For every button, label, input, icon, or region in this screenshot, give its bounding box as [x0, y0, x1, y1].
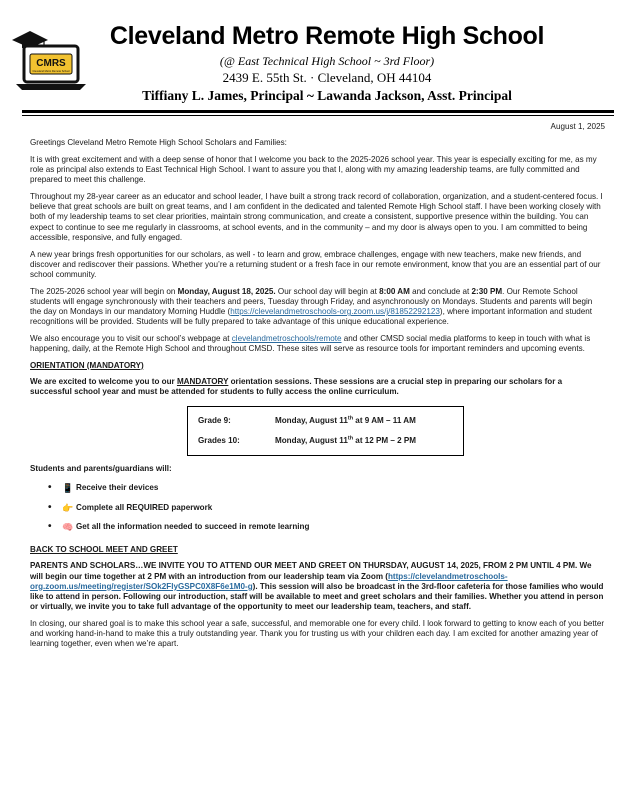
session-row	[198, 431, 453, 451]
webpage-text: and other CMSD social media platforms to keep in touch with what is happening, daily, at the Remote High School and throughout CMSD. These sites will serve as resource tools for important reminders and upcoming events.	[30, 333, 591, 354]
closing-paragraph: In closing, our shared goal is to make this school year a safe, successful, and memorable one for every child. I look forward to getting to know each of you better and working hand-in-hand to make this a truly outstanding year. Thank you for trusting us with your children each day. I am excited for another amazing year of learning together, even when we’re apart.	[30, 618, 605, 649]
will-intro: Students and parents/guardians will:	[30, 464, 172, 474]
paragraph-new-year: A new year brings fresh opportunities for our scholars, as well - to learn and grow, embrace challenges, engage with new teachers, make new friends, and discover and rediscover their passions. Whether you’re a returning student or a fresh face in our remote environment, know that you are an essential part of our school community.	[30, 249, 601, 279]
paragraph-webpage	[30, 334, 605, 354]
school-name: Cleveland Metro Remote High School	[109, 22, 545, 50]
paragraph-schedule	[30, 287, 605, 328]
paragraph-welcome: It is with great excitement and with a deep sense of honor that I welcome you back to the 2025-2026 school year. This year is especially exciting for me, as my role as principal also extends to East Technical High School. I want to assure you that I, along with my amazing leadership teams, are fully committed and prepared to meet this challenge.	[30, 154, 597, 185]
schedule-text: . Our Remote School students will engage synchronously with their teachers and peers, Tuesday through Friday, and asynchronously on Mondays. Students and parents will begin the day on Mondays in our mandatory Morning Huddle (	[30, 286, 593, 317]
school-address: 2439 E. 55th St. · Cleveland, OH 44104	[222, 70, 432, 85]
session-row	[198, 411, 453, 431]
logo-tagline: Cleveland Metro Remote School	[32, 70, 70, 73]
brain-icon: 🧠	[62, 522, 74, 533]
header-divider-thin	[22, 115, 614, 116]
day-start-time: 8:00 AM	[379, 286, 410, 296]
meet-text: ). This session will also be broadcast in the 3rd-floor cafeteria for those families who would like to attend in person. Following our introduction, staff will be available to meet and greet scholars and their families. Whether you attend in person or virtually, we invite you to take full advantage of the opportunity to meet our leadership team, teachers, and staff.	[30, 581, 604, 612]
pointing-hand-icon: 👉	[62, 502, 74, 513]
list-item: • 📱 Receive their devices	[48, 482, 159, 494]
schedule-text: The 2025-2026 school year will begin on	[30, 286, 178, 296]
greeting: Greetings Cleveland Metro Remote High School Scholars and Families:	[30, 138, 287, 148]
orientation-heading: ORIENTATION (MANDATORY)	[30, 360, 144, 370]
orientation-text: We are excited to welcome you to our	[30, 377, 177, 387]
morning-huddle-link[interactable]: https://clevelandmetroschools-org.zoom.us/j/81852292123	[230, 307, 440, 317]
orientation-intro	[30, 377, 605, 397]
session-time: Monday, August 11th at 12 PM – 2 PM	[275, 435, 417, 446]
meet-text: PARENTS AND SCHOLARS…WE INVITE YOU TO ATTEND OUR MEET AND GREET ON THURSDAY, AUGUST 14, 2025, FROM 2 PM UNTIL 4 PM. We will begin our time together at 2 PM with an introduction from our leadership team via Zoom (	[30, 561, 592, 581]
phone-icon: 📱	[62, 483, 74, 494]
list-item: • 👉 Complete all REQUIRED paperwork	[48, 501, 213, 513]
schedule-text: Our school day will begin at	[275, 286, 380, 296]
school-logo	[8, 26, 86, 96]
schedule-text: ), where important information and student recognitions will be provided. Students will be fully prepared to take advantage of this unique educational experience.	[30, 307, 592, 327]
meet-greet-heading: BACK TO SCHOOL MEET AND GREET	[30, 545, 178, 555]
paragraph-career: Throughout my 28-year career as an educator and school leader, I have built a strong track record of collaboration, organization, and a student-centered focus. I believe that great schools are built on great teams, and I am confident in the dedicated and talented Remote High School staff. I have been working closely with both of my leadership teams to set clear priorities, maintain strong communication, and create a consistent, supportive presence within the building. You can expect to continue to see me regularly in classrooms, at school events, and in the community – and my door is always open to you. I am committed to being accessible, responsive, and fully engaged.	[30, 192, 603, 242]
day-end-time: 2:30 PM	[471, 286, 503, 296]
orientation-schedule-box	[187, 406, 464, 456]
list-item: • 🧠 Get all the information needed to succeed in remote learning	[48, 521, 310, 533]
session-time: Monday, August 11th at 9 AM – 11 AM	[275, 415, 416, 426]
school-start-date: Monday, August 18, 2025.	[177, 286, 276, 296]
meet-greet-paragraph	[30, 561, 605, 612]
will-list	[48, 479, 605, 538]
session-grade: Grades 10:	[198, 436, 240, 446]
mandatory-label: MANDATORY	[176, 377, 229, 387]
orientation-text: orientation sessions. These sessions are a crucial step in preparing our scholars for a successful school year and must be attended for students to fully access the online curriculum.	[30, 377, 563, 397]
meet-greet-zoom-link[interactable]: https://clevelandmetroschools-org.zoom.us/meeting/register/SOk2FlyGSPC0X8F6e1M0-g	[30, 571, 508, 591]
session-grade: Grade 9:	[198, 416, 231, 426]
school-location: (@ East Technical High School ~ 3rd Floor)	[219, 54, 435, 68]
logo-text: CMRS	[36, 58, 66, 69]
letter-body	[30, 122, 605, 656]
letter-date: August 1, 2025	[550, 122, 605, 131]
header-divider-thick	[22, 110, 614, 113]
school-webpage-link[interactable]: clevelandmetroschools/remote	[231, 333, 342, 343]
school-leadership: Tiffiany L. James, Principal ~ Lawanda Jackson, Asst. Principal	[142, 88, 512, 103]
webpage-text: We also encourage you to visit our school’s webpage at	[30, 333, 232, 343]
schedule-text: and conclude at	[409, 286, 472, 296]
